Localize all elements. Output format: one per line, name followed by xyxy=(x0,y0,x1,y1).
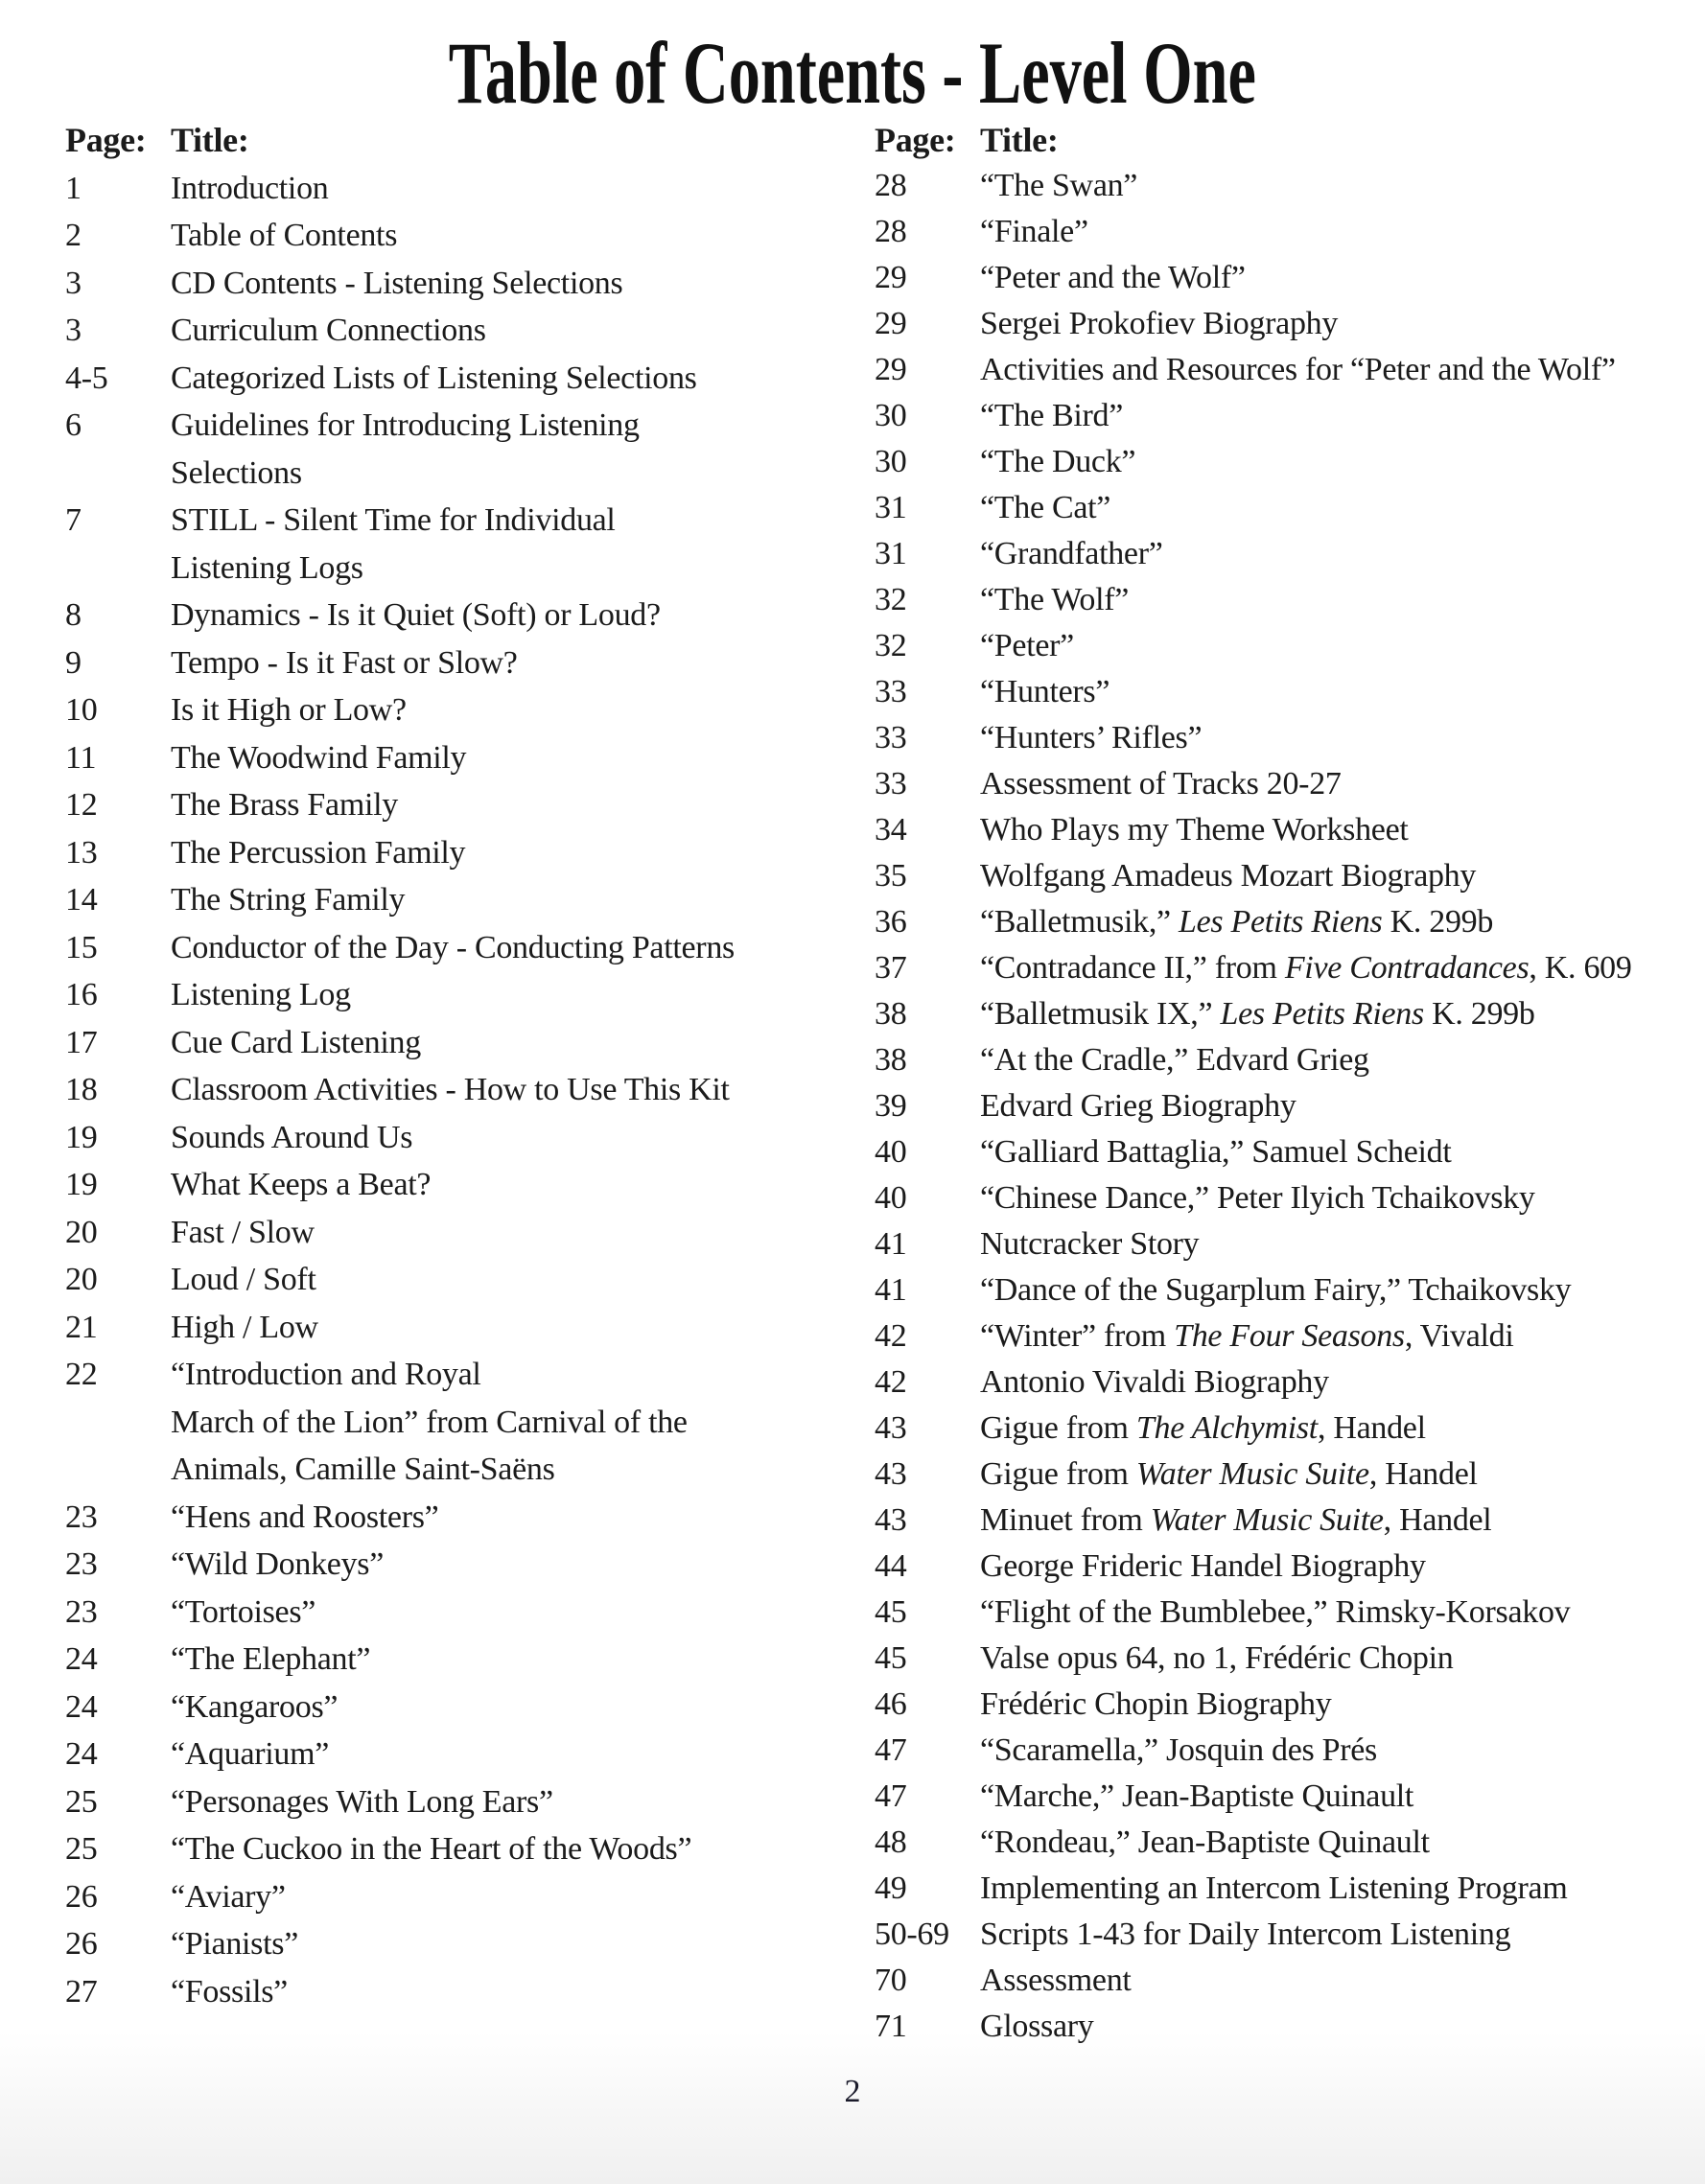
title-cell: “Dance of the Sugarplum Fairy,” Tchaikovsky xyxy=(980,1272,1572,1308)
title-cell: Gigue from The Alchymist, Handel xyxy=(980,1410,1426,1446)
page-number-cell: 25 xyxy=(65,1831,98,1867)
page-number-cell: 45 xyxy=(875,1594,907,1630)
toc-row xyxy=(875,1452,1686,1498)
title-cell: “The Bird” xyxy=(980,398,1123,433)
toc-row xyxy=(65,402,844,450)
title-cell: The String Family xyxy=(171,882,406,918)
toc-row xyxy=(65,592,844,639)
title-cell: “Introduction and Royal xyxy=(171,1357,481,1392)
title-cell: Implementing an Intercom Listening Program xyxy=(980,1870,1568,1906)
page-number-cell: 22 xyxy=(65,1357,98,1392)
title-cell: Animals, Camille Saint-Saëns xyxy=(171,1452,555,1487)
toc-row xyxy=(65,971,844,1019)
page-number-cell: 31 xyxy=(875,536,907,571)
page-number-cell: 13 xyxy=(65,834,98,871)
title-cell: High / Low xyxy=(171,1309,318,1345)
toc-row xyxy=(875,669,1686,715)
toc-row xyxy=(65,829,844,877)
toc-row xyxy=(65,1873,844,1921)
page-number-cell: 41 xyxy=(875,1226,907,1262)
page-number-cell: 7 xyxy=(65,502,82,538)
toc-row xyxy=(65,1304,844,1352)
toc-header xyxy=(65,117,844,165)
toc-row xyxy=(875,1958,1686,2004)
title-cell: “Galliard Battaglia,” Samuel Scheidt xyxy=(980,1134,1452,1170)
page-number-cell: 43 xyxy=(875,1502,907,1538)
title-cell: “Rondeau,” Jean-Baptiste Quinault xyxy=(980,1824,1430,1860)
toc-row xyxy=(65,1399,844,1447)
page-number-cell: 15 xyxy=(65,929,98,965)
title-cell: “Balletmusik IX,” Les Petits Riens K. 299b xyxy=(980,996,1535,1032)
page-number-cell: 26 xyxy=(65,1926,98,1962)
title-cell: Loud / Soft xyxy=(171,1262,316,1297)
page-number-cell: 30 xyxy=(875,398,907,433)
title-cell: “Hunters” xyxy=(980,674,1110,709)
page-number-cell: 40 xyxy=(875,1180,907,1216)
toc-row xyxy=(65,212,844,260)
title-cell: “Contradance II,” from Five Contradances, K. 609 xyxy=(980,950,1632,986)
title-cell: CD Contents - Listening Selections xyxy=(171,265,623,301)
toc-row xyxy=(65,1541,844,1589)
toc-row xyxy=(875,1175,1686,1221)
page-number-cell: 48 xyxy=(875,1824,907,1860)
title-cell: “Flight of the Bumblebee,” Rimsky-Korsakov xyxy=(980,1594,1571,1630)
toc-row xyxy=(875,623,1686,669)
toc-row xyxy=(875,807,1686,853)
title-cell: March of the Lion” from Carnival of the xyxy=(171,1404,688,1440)
toc-row xyxy=(65,639,844,687)
title-cell: “Scaramella,” Josquin des Prés xyxy=(980,1732,1377,1768)
title-cell: Antonio Vivaldi Biography xyxy=(980,1364,1329,1400)
page-number-cell: 42 xyxy=(875,1318,907,1354)
title-cell: Scripts 1-43 for Daily Intercom Listening xyxy=(980,1917,1511,1952)
toc-row xyxy=(875,255,1686,301)
toc-row xyxy=(875,1820,1686,1866)
page-number-cell: 21 xyxy=(65,1309,98,1345)
page-number-cell: 26 xyxy=(65,1878,98,1915)
title-cell: “The Cuckoo in the Heart of the Woods” xyxy=(171,1831,692,1867)
title-cell: “Aquarium” xyxy=(171,1736,330,1772)
toc-row xyxy=(875,715,1686,761)
title-cell: “Winter” from The Four Seasons, Vivaldi xyxy=(980,1318,1514,1354)
toc-row xyxy=(65,1161,844,1209)
toc-row xyxy=(65,545,844,592)
toc-row xyxy=(875,1498,1686,1544)
page-number-cell: 47 xyxy=(875,1778,907,1814)
page-number-cell: 47 xyxy=(875,1732,907,1768)
title-cell: “Marche,” Jean-Baptiste Quinault xyxy=(980,1778,1414,1814)
toc-row xyxy=(65,1446,844,1494)
toc-row xyxy=(65,1066,844,1114)
page-number-cell: 43 xyxy=(875,1456,907,1492)
page-number-cell: 12 xyxy=(65,787,98,823)
title-cell: “Peter” xyxy=(980,628,1074,663)
title-cell: Gigue from Water Music Suite, Handel xyxy=(980,1456,1478,1492)
title-cell: Selections xyxy=(171,454,302,491)
toc-row xyxy=(65,1351,844,1399)
page-number-cell: 23 xyxy=(65,1499,98,1535)
page-title-wrap xyxy=(0,25,1705,122)
title-cell: “Fossils” xyxy=(171,1973,288,2010)
page-number-cell: 28 xyxy=(875,168,907,203)
toc-row xyxy=(875,485,1686,531)
page-number-cell: 3 xyxy=(65,265,82,301)
page-header-label: Page: xyxy=(875,121,956,159)
toc-row xyxy=(65,355,844,403)
title-header-label: Title: xyxy=(980,121,1059,159)
toc-row xyxy=(875,163,1686,209)
toc-row xyxy=(875,1129,1686,1175)
title-cell: “Personages With Long Ears” xyxy=(171,1783,553,1820)
title-cell: “Balletmusik,” Les Petits Riens K. 299b xyxy=(980,904,1494,940)
page-number-cell: 33 xyxy=(875,674,907,709)
title-cell: Activities and Resources for “Peter and the Wolf” xyxy=(980,352,1616,387)
toc-row xyxy=(875,945,1686,991)
toc-row xyxy=(65,1114,844,1162)
page-header-label: Page: xyxy=(65,121,147,159)
page-number-cell: 71 xyxy=(875,2009,907,2044)
title-cell: “Wild Donkeys” xyxy=(171,1546,384,1582)
toc-row xyxy=(875,1866,1686,1912)
page-number-cell: 33 xyxy=(875,766,907,802)
page-number-cell: 20 xyxy=(65,1262,98,1297)
title-cell: “The Duck” xyxy=(980,444,1136,479)
title-cell: “Hunters’ Rifles” xyxy=(980,720,1203,755)
toc-row xyxy=(875,761,1686,807)
page-number-cell: 40 xyxy=(875,1134,907,1170)
title-cell: Categorized Lists of Listening Selections xyxy=(171,360,697,396)
toc-row xyxy=(875,1267,1686,1313)
toc-row xyxy=(65,497,844,545)
page-number-cell: 49 xyxy=(875,1870,907,1906)
title-cell: Minuet from Water Music Suite, Handel xyxy=(980,1502,1492,1538)
title-cell: Cue Card Listening xyxy=(171,1024,421,1060)
toc-row xyxy=(65,1778,844,1826)
title-cell: “Tortoises” xyxy=(171,1593,316,1630)
page-number-cell: 39 xyxy=(875,1088,907,1124)
toc-row xyxy=(875,209,1686,255)
page-number-cell: 35 xyxy=(875,858,907,894)
title-cell: Guidelines for Introducing Listening xyxy=(171,407,640,443)
title-cell: The Percussion Family xyxy=(171,834,466,871)
toc-row xyxy=(65,1209,844,1257)
title-cell: Introduction xyxy=(171,170,329,206)
title-cell: “Pianists” xyxy=(171,1926,298,1962)
toc-row xyxy=(65,1019,844,1067)
title-cell: Is it High or Low? xyxy=(171,692,407,728)
toc-row xyxy=(875,1406,1686,1452)
page-number-cell: 29 xyxy=(875,306,907,341)
toc-header xyxy=(875,117,1686,163)
toc-row xyxy=(875,439,1686,485)
title-cell: “At the Cradle,” Edvard Grieg xyxy=(980,1042,1369,1078)
toc-row xyxy=(65,307,844,355)
toc-row xyxy=(875,1313,1686,1359)
page-number-cell: 8 xyxy=(65,597,82,633)
title-cell: Dynamics - Is it Quiet (Soft) or Loud? xyxy=(171,597,661,633)
toc-row xyxy=(875,1037,1686,1083)
page-number-cell: 16 xyxy=(65,977,98,1012)
page-number-cell: 14 xyxy=(65,882,98,918)
toc-row xyxy=(65,924,844,972)
toc-row xyxy=(65,260,844,308)
page-number-cell: 70 xyxy=(875,1963,907,1998)
title-cell: Table of Contents xyxy=(171,218,398,253)
page-title: Table of Contents - Level One xyxy=(448,24,1257,122)
title-cell: STILL - Silent Time for Individual xyxy=(171,502,616,538)
page-number-cell: 24 xyxy=(65,1688,98,1725)
page-number-cell: 43 xyxy=(875,1410,907,1446)
title-cell: Glossary xyxy=(980,2009,1094,2044)
toc-row xyxy=(65,1636,844,1684)
page-number-cell: 20 xyxy=(65,1214,98,1250)
title-cell: Valse opus 64, no 1, Frédéric Chopin xyxy=(980,1640,1454,1676)
page-number-cell: 46 xyxy=(875,1686,907,1722)
title-cell: Wolfgang Amadeus Mozart Biography xyxy=(980,858,1477,894)
title-cell: Listening Logs xyxy=(171,549,363,586)
title-cell: “Kangaroos” xyxy=(171,1688,339,1725)
page-number-cell: 2 xyxy=(65,218,82,253)
title-cell: “Grandfather” xyxy=(980,536,1163,571)
page-number-cell: 29 xyxy=(875,260,907,295)
page-number-cell: 44 xyxy=(875,1548,907,1584)
page-number-cell: 24 xyxy=(65,1641,98,1677)
toc-row xyxy=(65,1684,844,1731)
title-cell: Fast / Slow xyxy=(171,1214,315,1250)
page-number-cell: 9 xyxy=(65,644,82,681)
toc-row xyxy=(875,1359,1686,1406)
toc-row xyxy=(875,347,1686,393)
title-cell: Curriculum Connections xyxy=(171,313,486,348)
page-number-cell: 11 xyxy=(65,739,97,776)
title-cell: “The Wolf” xyxy=(980,582,1130,617)
page-number-cell: 17 xyxy=(65,1024,98,1060)
toc-row xyxy=(65,165,844,213)
toc-row xyxy=(875,1912,1686,1958)
page-number-cell: 28 xyxy=(875,214,907,249)
page-number-cell: 23 xyxy=(65,1546,98,1582)
toc-row xyxy=(875,1774,1686,1820)
title-cell: The Woodwind Family xyxy=(171,739,467,776)
title-cell: “The Swan” xyxy=(980,168,1138,203)
title-cell: Conductor of the Day - Conducting Patterns xyxy=(171,929,735,965)
title-cell: “Hens and Roosters” xyxy=(171,1499,439,1535)
page-number-cell: 6 xyxy=(65,407,82,443)
title-cell: “The Elephant” xyxy=(171,1641,371,1677)
page-number-cell: 19 xyxy=(65,1167,98,1202)
page-number-cell: 3 xyxy=(65,313,82,348)
title-cell: Who Plays my Theme Worksheet xyxy=(980,812,1409,848)
page-number-cell: 1 xyxy=(65,170,82,206)
toc-row xyxy=(65,1256,844,1304)
toc-row xyxy=(65,1589,844,1637)
page-number-cell: 31 xyxy=(875,490,907,525)
toc-row xyxy=(875,393,1686,439)
title-cell: “Finale” xyxy=(980,214,1088,249)
page-number-cell: 29 xyxy=(875,352,907,387)
title-cell: Assessment of Tracks 20-27 xyxy=(980,766,1342,802)
title-cell: Sounds Around Us xyxy=(171,1119,413,1155)
toc-row xyxy=(875,1636,1686,1682)
toc-row xyxy=(875,577,1686,623)
page-number-cell: 10 xyxy=(65,692,98,728)
toc-row xyxy=(875,1083,1686,1129)
page-number-cell: 25 xyxy=(65,1783,98,1820)
toc-row xyxy=(875,899,1686,945)
toc-row xyxy=(65,1494,844,1542)
toc-row xyxy=(875,991,1686,1037)
page-number-cell: 27 xyxy=(65,1973,98,2010)
title-cell: “Chinese Dance,” Peter Ilyich Tchaikovsky xyxy=(980,1180,1535,1216)
page-number-cell: 33 xyxy=(875,720,907,755)
toc-entries xyxy=(65,165,844,2016)
toc-row xyxy=(65,1731,844,1778)
title-cell: Sergei Prokofiev Biography xyxy=(980,306,1339,341)
title-cell: Classroom Activities - How to Use This Kit xyxy=(171,1072,730,1107)
toc-row xyxy=(65,686,844,734)
page-number-cell: 32 xyxy=(875,628,907,663)
title-cell: What Keeps a Beat? xyxy=(171,1167,432,1202)
title-cell: Tempo - Is it Fast or Slow? xyxy=(171,644,518,681)
title-cell: Listening Log xyxy=(171,977,351,1012)
page-number-cell: 24 xyxy=(65,1736,98,1772)
page-number-cell: 34 xyxy=(875,812,907,848)
title-cell: Edvard Grieg Biography xyxy=(980,1088,1296,1124)
toc-row xyxy=(65,734,844,782)
toc-row xyxy=(875,1221,1686,1267)
title-cell: “The Cat” xyxy=(980,490,1111,525)
toc-row xyxy=(875,1682,1686,1728)
page-number-cell: 23 xyxy=(65,1593,98,1630)
toc-row xyxy=(65,1825,844,1873)
toc-row xyxy=(875,301,1686,347)
page-number-cell: 41 xyxy=(875,1272,907,1308)
footer-page-number: 2 xyxy=(844,2074,861,2109)
title-cell: Assessment xyxy=(980,1963,1132,1998)
page-number-cell: 18 xyxy=(65,1072,98,1107)
page-number-cell: 30 xyxy=(875,444,907,479)
page-number-cell: 38 xyxy=(875,1042,907,1078)
page-number-cell: 4-5 xyxy=(65,360,108,396)
page-number-cell: 45 xyxy=(875,1640,907,1676)
title-cell: The Brass Family xyxy=(171,787,398,823)
title-cell: Nutcracker Story xyxy=(980,1226,1200,1262)
page-number-cell: 19 xyxy=(65,1119,98,1155)
toc-row xyxy=(65,1968,844,2016)
title-header-label: Title: xyxy=(171,121,249,159)
toc-row xyxy=(875,1728,1686,1774)
page-number-cell: 32 xyxy=(875,582,907,617)
title-cell: Frédéric Chopin Biography xyxy=(980,1686,1332,1722)
toc-row xyxy=(875,531,1686,577)
toc-row xyxy=(65,450,844,498)
page-number-cell: 37 xyxy=(875,950,907,986)
title-cell: George Frideric Handel Biography xyxy=(980,1548,1426,1584)
toc-row xyxy=(65,876,844,924)
toc-row xyxy=(875,1590,1686,1636)
toc-row xyxy=(65,1920,844,1968)
toc-column xyxy=(65,117,844,2015)
toc-row xyxy=(875,1544,1686,1590)
toc-entries xyxy=(875,163,1686,2050)
title-cell: “Peter and the Wolf” xyxy=(980,260,1246,295)
page-number-cell: 42 xyxy=(875,1364,907,1400)
title-cell: “Aviary” xyxy=(171,1878,286,1915)
toc-row xyxy=(65,781,844,829)
toc-row xyxy=(875,2004,1686,2050)
page-number-cell: 38 xyxy=(875,996,907,1032)
toc-row xyxy=(875,853,1686,899)
page-number-cell: 36 xyxy=(875,904,907,940)
page-number-cell: 50-69 xyxy=(875,1917,949,1952)
toc-column xyxy=(875,117,1686,2050)
